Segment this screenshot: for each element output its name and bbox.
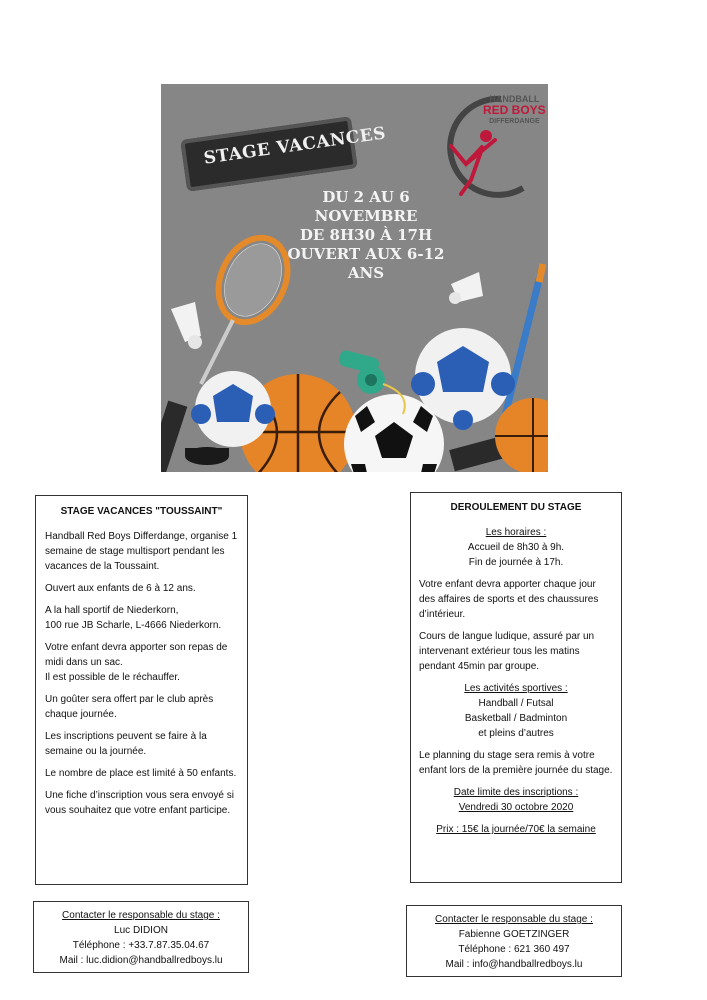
activity-3: et pleins d’autres bbox=[478, 728, 554, 739]
contact-name: Luc DIDION bbox=[114, 925, 168, 936]
contact-mail: Mail : luc.didion@handballredboys.lu bbox=[59, 955, 223, 966]
schedule-title: DEROULEMENT DU STAGE bbox=[450, 502, 582, 513]
basketball-icon bbox=[495, 398, 548, 472]
hours-heading: Les horaires : bbox=[485, 527, 547, 538]
lunch-text bbox=[45, 640, 238, 685]
contact-box-right bbox=[406, 905, 622, 977]
stage-info-box bbox=[35, 495, 248, 885]
poster-ages: OUVERT AUX 6-12 ANS bbox=[287, 245, 445, 282]
price-text: Prix : 15€ la journée/70€ la semaine bbox=[436, 824, 596, 835]
club-logo-text bbox=[483, 94, 546, 127]
stick-grip-icon bbox=[161, 401, 187, 472]
poster-headline bbox=[271, 188, 461, 283]
poster-stage-title: STAGE VACANCES bbox=[202, 123, 388, 169]
snack-text: Un goûter sera offert par le club après chaque journée. bbox=[45, 694, 214, 720]
deadline-block bbox=[419, 785, 613, 815]
activities-heading: Les activités sportives : bbox=[464, 683, 568, 694]
registration-text: Les inscriptions peuvent se faire à la semaine ou la journée. bbox=[45, 731, 207, 757]
shuttlecock-icon bbox=[171, 302, 202, 349]
lunch-bring: Votre enfant devra apporter son repas de midi dans un sac. bbox=[45, 642, 228, 668]
poster-hours: DE 8H30 À 17H bbox=[299, 226, 433, 244]
capacity-text: Le nombre de place est limité à 50 enfants. bbox=[45, 768, 237, 779]
deadline-date: Vendredi 30 octobre 2020 bbox=[458, 802, 574, 813]
contact-phone: Téléphone : 621 360 497 bbox=[458, 944, 570, 955]
contact-mail: Mail : info@handballredboys.lu bbox=[445, 959, 583, 970]
poster-dates: DU 2 AU 6 NOVEMBRE bbox=[314, 188, 418, 225]
location-hall: A la hall sportif de Niederkorn, bbox=[45, 605, 179, 616]
language-course-text: Cours de langue ludique, assuré par un intervenant extérieur tous les matins pendant 45min par groupe. bbox=[419, 631, 595, 672]
contact-phone: Téléphone : +33.7.87.35.04.67 bbox=[72, 940, 210, 951]
logo-differdange: DIFFERDANGE bbox=[489, 118, 540, 125]
lunch-reheat: Il est possible de le réchauffer. bbox=[45, 672, 180, 683]
stage-info-title: STAGE VACANCES "TOUSSAINT" bbox=[60, 506, 223, 517]
contact-heading: Contacter le responsable du stage : bbox=[62, 910, 220, 921]
hours-block bbox=[419, 525, 613, 570]
location-text bbox=[45, 603, 238, 633]
age-text: Ouvert aux enfants de 6 à 12 ans. bbox=[45, 583, 196, 594]
hours-end: Fin de journée à 17h. bbox=[468, 557, 564, 568]
contact-heading: Contacter le responsable du stage : bbox=[435, 914, 593, 925]
form-text: Une fiche d’inscription vous sera envoyé si vous souhaitez que votre enfant participe. bbox=[45, 790, 234, 816]
schedule-box bbox=[410, 492, 622, 883]
planning-text: Le planning du stage sera remis à votre enfant lors de la première journée du stage. bbox=[419, 750, 613, 776]
poster-image bbox=[161, 84, 548, 472]
equipment-text: Votre enfant devra apporter chaque jour des affaires de sports et des chaussures d’intérieur. bbox=[419, 579, 599, 620]
hours-arrival: Accueil de 8h30 à 9h. bbox=[467, 542, 565, 553]
contact-box-left bbox=[33, 901, 249, 973]
activities-block bbox=[419, 681, 613, 741]
logo-red-boys: RED BOYS bbox=[483, 103, 546, 117]
hockey-puck-icon bbox=[185, 447, 229, 465]
logo-handball: HANDBALL bbox=[489, 94, 540, 104]
activity-2: Basketball / Badminton bbox=[464, 713, 568, 724]
activity-1: Handball / Futsal bbox=[478, 698, 554, 709]
location-address: 100 rue JB Scharle, L-4666 Niederkorn. bbox=[45, 620, 222, 631]
contact-name: Fabienne GOETZINGER bbox=[458, 929, 570, 940]
deadline-heading: Date limite des inscriptions : bbox=[453, 787, 579, 798]
organiser-text: Handball Red Boys Differdange, organise 1 semaine de stage multisport pendant les vacances de la Toussaint. bbox=[45, 531, 238, 572]
